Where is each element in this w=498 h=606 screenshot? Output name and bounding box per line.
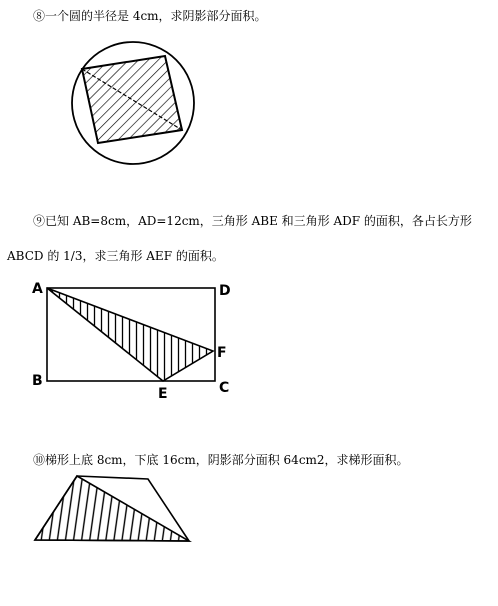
problem-9-text-line2: ABCD 的 1/3，求三角形 AEF 的面积。: [7, 249, 224, 263]
shaded-triangle: [35, 476, 189, 541]
figure-10-trapezoid: [35, 476, 189, 541]
problem-8-text: ⑧一个圆的半径是 4cm，求阴影部分面积。: [33, 9, 267, 23]
shaded-square: [82, 56, 182, 143]
problem-9-text-line1: ⑨已知 AB=8cm，AD=12cm，三角形 ABE 和三角形 ADF 的面积，各占长方形: [33, 214, 472, 228]
label-f: F: [217, 345, 227, 361]
shaded-triangle-aef: [47, 288, 213, 381]
problem-10-text: ⑩梯形上底 8cm，下底 16cm，阴影部分面积 64cm2，求梯形面积。: [33, 453, 409, 467]
label-d: D: [219, 283, 231, 299]
label-a: A: [32, 281, 43, 297]
figure-8-circle-square: [72, 42, 194, 164]
label-c: C: [219, 380, 230, 396]
figure-9-rectangle: [32, 281, 231, 402]
label-e: E: [158, 386, 168, 402]
label-b: B: [32, 373, 43, 389]
